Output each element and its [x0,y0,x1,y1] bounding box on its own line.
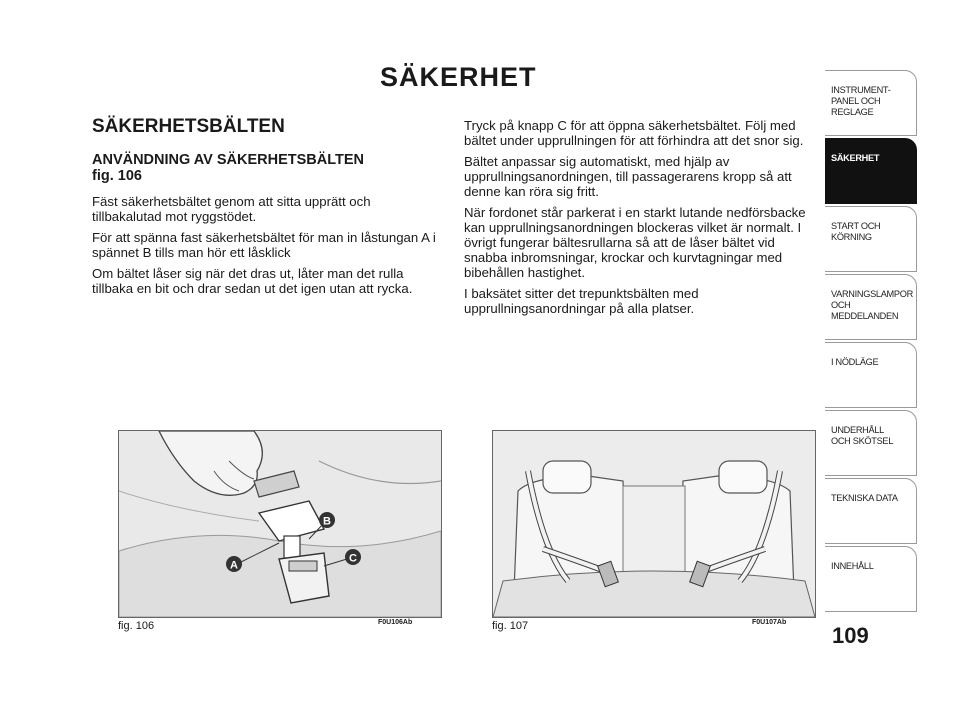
tab-label: VARNINGSLAMPOR OCH MEDDELANDEN [831,289,913,321]
tab-tekniska-data[interactable] [825,478,917,544]
buckle-illustration [119,431,441,617]
figure-106-buckle [118,430,442,618]
subheading-title: ANVÄNDNING AV SÄKERHETSBÄLTEN [92,152,365,168]
paragraph: Om bältet låser sig när det dras ut, låter man det rulla tillbaka en bit och drar sedan ut det igen utan att rycka. [92,266,413,296]
tab-label: INNEHÅLL [831,561,874,571]
chapter-tabs [825,70,917,614]
tab-label: UNDERHÅLL OCH SKÖTSEL [831,425,894,446]
tab-underhall[interactable] [825,410,917,476]
paragraph: I baksätet sitter det trepunktsbälten med upprullningsanordningar på alla platser. [464,286,699,316]
rear-seats-illustration [493,431,815,617]
label-a: A [230,559,238,572]
tab-i-nodlage[interactable] [825,342,917,408]
paragraph: När fordonet står parkerat i en starkt lutande nedförsbacke kan upprullningsanordningen blockeras vilket är normalt. I övrigt fungerar bältesrullarna så att de låser bältet vid snabba inbromsningar, krockar och kurvtagningar med bibehållen hastighet. [464,205,806,280]
subheading [92,152,364,184]
figure-107-rear-seats [492,430,816,618]
tab-innehall[interactable] [825,546,917,612]
subheading-figref: fig. 106 [92,168,142,184]
tab-sakerhet[interactable] [825,138,917,204]
section-heading: SÄKERHETSBÄLTEN [92,116,285,137]
page-title: SÄKERHET [380,62,537,92]
tab-instrumentpanel[interactable] [825,70,917,136]
tab-start-och-korning[interactable] [825,206,917,272]
tab-label: INSTRUMENT- PANEL OCH REGLAGE [831,85,891,117]
right-column [464,118,814,322]
tab-label: TEKNISKA DATA [831,493,898,503]
page-number: 109 [832,623,869,648]
figure-107-code: F0U107Ab [752,619,787,626]
figure-106-caption: fig. 106 [118,620,155,632]
paragraph: Bältet anpassar sig automatiskt, med hjälp av upprullningsanordningen, till passagerarens kropp så att denne kan röra sig fritt. [464,154,792,199]
label-b: B [323,515,331,528]
tab-varningslampor[interactable] [825,274,917,340]
tab-label: SÄKERHET [831,153,880,163]
paragraph: Tryck på knapp C för att öppna säkerhetsbältet. Följ med bältet under upprullningen för att förhindra att det snor sig. [464,118,804,148]
tab-label: I NÖDLÄGE [831,357,879,367]
figure-106-code: F0U106Ab [378,619,413,626]
figure-107-caption: fig. 107 [492,620,529,632]
tab-label: START OCH KÖRNING [831,221,881,242]
paragraph: För att spänna fast säkerhetsbältet för man in låstungan A i spännet B tills man hör ett låsklick [92,230,436,260]
label-c: C [349,552,357,565]
left-column [92,194,442,302]
paragraph: Fäst säkerhetsbältet genom att sitta upprätt och tillbakalutad mot ryggstödet. [92,194,371,224]
